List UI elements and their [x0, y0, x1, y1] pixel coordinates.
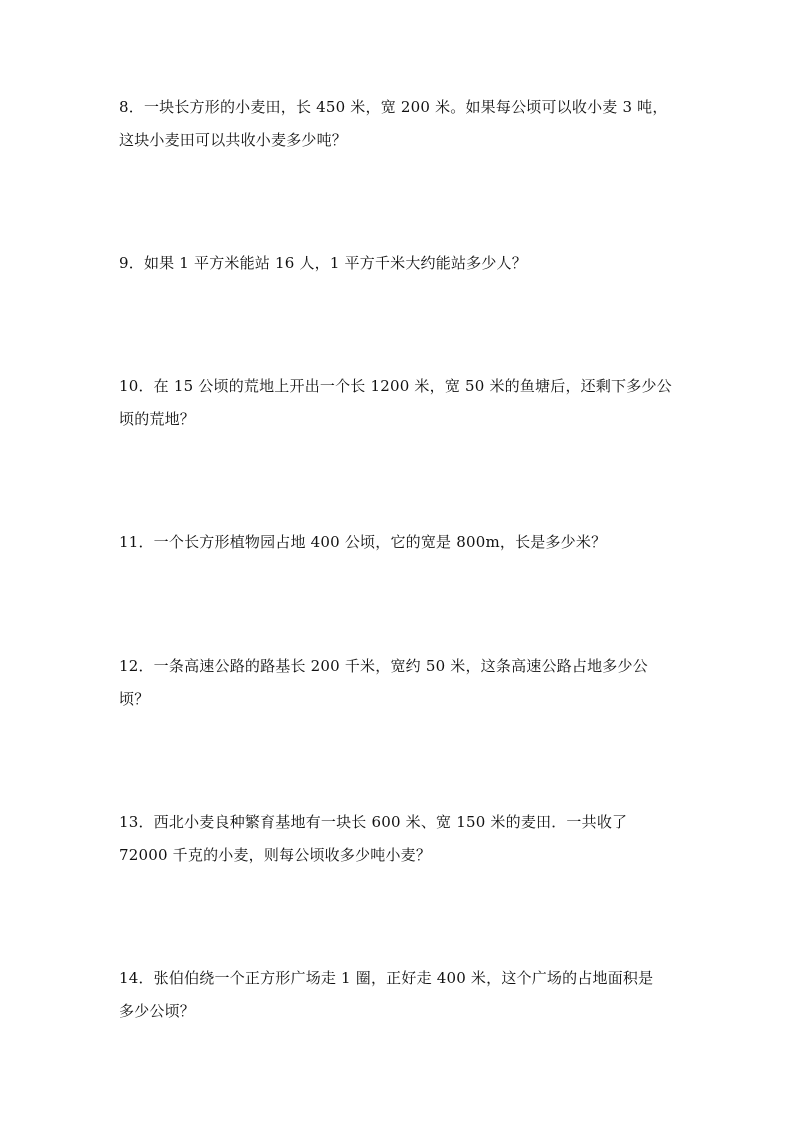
problem-11: [119, 526, 679, 559]
problem-11-line-1: 11．一个长方形植物园占地 400 公顷，它的宽是 800m，长是多少米？: [119, 533, 607, 551]
problem-8-line-2: 这块小麦田可以共收小麦多少吨？: [119, 131, 348, 149]
problem-10-line-1: 10．在 15 公顷的荒地上开出一个长 1200 米，宽 50 米的鱼塘后，还剩下多少公: [119, 377, 672, 395]
problem-14-line-2: 多少公顷？: [119, 1002, 196, 1020]
problem-12-line-2: 顷？: [119, 690, 150, 708]
problem-10-line-2: 顷的荒地？: [119, 410, 196, 428]
problem-12-line-1: 12．一条高速公路的路基长 200 千米，宽约 50 米，这条高速公路占地多少公: [119, 657, 648, 675]
problem-13-line-2: 72000 千克的小麦，则每公顷收多少吨小麦？: [119, 846, 432, 864]
problem-10: [119, 370, 679, 436]
problem-13-line-1: 13．西北小麦良种繁育基地有一块长 600 米、宽 150 米的麦田．一共收了: [119, 813, 628, 831]
problem-9-line-1: 9．如果 1 平方米能站 16 人，1 平方千米大约能站多少人？: [119, 254, 527, 272]
problem-12: [119, 650, 679, 716]
problem-8: [119, 91, 679, 157]
problem-14: [119, 962, 679, 1028]
problem-9: [119, 247, 679, 280]
problem-13: [119, 806, 679, 872]
problem-8-line-1: 8．一块长方形的小麦田，长 450 米，宽 200 米。如果每公顷可以收小麦 3 吨，: [119, 98, 668, 116]
problem-14-line-1: 14．张伯伯绕一个正方形广场走 1 圈，正好走 400 米，这个广场的占地面积是: [119, 969, 654, 987]
